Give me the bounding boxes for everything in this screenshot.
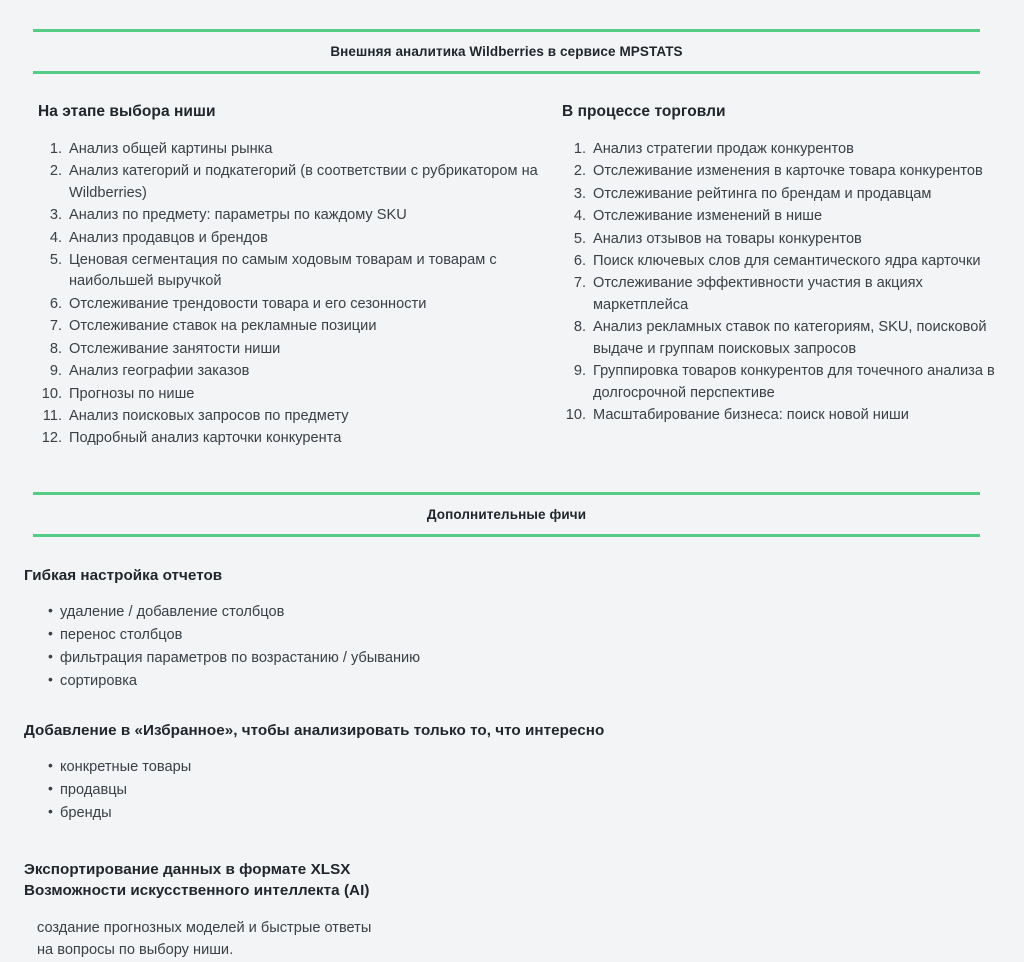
list-item: Отслеживание трендовости товара и его сезонности [69, 295, 427, 312]
list-item: Поиск ключевых слов для семантического ядра карточки [593, 252, 981, 269]
column-trading-process [562, 103, 1000, 451]
extras-heading-favorites: Добавление в «Избранное», чтобы анализировать только то, что интересно [24, 722, 605, 740]
top-banner [33, 29, 980, 74]
page-root [0, 29, 1024, 962]
list-item: • сортировка [48, 670, 1000, 692]
ai-description-line-1: создание прогнозных моделей и быстрые ответы [37, 920, 372, 937]
extras-section [0, 566, 1024, 962]
list-item: • бренды [48, 802, 1000, 824]
page-title: Внешняя аналитика Wildberries в сервисе MPSTATS [330, 44, 683, 59]
favorites-feature-list [24, 756, 1000, 825]
list-item: • продавцы [48, 779, 1000, 801]
extras-heading-reports: Гибкая настройка отчетов [24, 567, 223, 585]
list-item: Анализ категорий и подкатегорий (в соответствии с рубрикатором на Wildberries) [69, 163, 538, 201]
niche-selection-list [38, 139, 548, 450]
list-item: Анализ отзывов на товары конкурентов [593, 230, 862, 247]
list-item: Анализ рекламных ставок по категориям, SKU, поисковой выдаче и группам поисковых запросов [593, 319, 987, 357]
list-item: Отслеживание изменений в нише [593, 208, 823, 225]
list-item: Отслеживание рейтинга по брендам и продавцам [593, 185, 932, 202]
list-item: • конкретные товары [48, 756, 1000, 778]
list-item: Масштабирование бизнеса: поиск новой ниши [593, 407, 909, 424]
list-item: • перенос столбцов [48, 624, 1000, 646]
column-heading-left: На этапе выбора ниши [38, 103, 216, 121]
ai-description [24, 918, 1000, 962]
reports-feature-list [24, 601, 1000, 693]
list-item: Анализ поисковых запросов по предмету [69, 408, 349, 425]
extras-title: Дополнительные фичи [426, 506, 587, 522]
ai-description-line-2: на вопросы по выбору ниши. [37, 942, 234, 959]
two-column-section [0, 103, 1024, 451]
list-item: Анализ географии заказов [69, 363, 250, 380]
list-item: Группировка товаров конкурентов для точечного анализа в долгосрочной перспективе [593, 363, 995, 401]
column-heading-right: В процессе торговли [562, 103, 726, 121]
list-item: Анализ продавцов и брендов [69, 229, 268, 246]
extras-heading-export: Экспортирование данных в формате XLSX [24, 861, 351, 879]
list-item: • фильтрация параметров по возрастанию / убыванию [48, 647, 1000, 669]
extras-heading-ai: Возможности искусственного интеллекта (AI) [24, 881, 370, 899]
extras-banner [33, 492, 980, 537]
extras-rule-bottom [33, 534, 980, 537]
list-item: Анализ общей картины рынка [69, 140, 273, 157]
list-item: Отслеживание занятости ниши [69, 340, 281, 357]
banner-rule-bottom [33, 71, 980, 74]
list-item: • удаление / добавление столбцов [48, 601, 1000, 623]
list-item: Анализ стратегии продаж конкурентов [593, 140, 854, 157]
list-item: Отслеживание изменения в карточке товара конкурентов [593, 163, 983, 180]
list-item: Прогнозы по нише [69, 385, 195, 402]
column-niche-selection [38, 103, 562, 451]
list-item: Отслеживание эффективности участия в акциях маркетплейса [593, 275, 923, 313]
list-item: Подробный анализ карточки конкурента [69, 430, 342, 447]
list-item: Ценовая сегментация по самым ходовым товарам и товарам с наибольшей выручкой [69, 251, 497, 290]
list-item: Анализ по предмету: параметры по каждому SKU [69, 207, 407, 224]
trading-process-list [562, 139, 1000, 427]
list-item: Отслеживание ставок на рекламные позиции [69, 318, 377, 335]
